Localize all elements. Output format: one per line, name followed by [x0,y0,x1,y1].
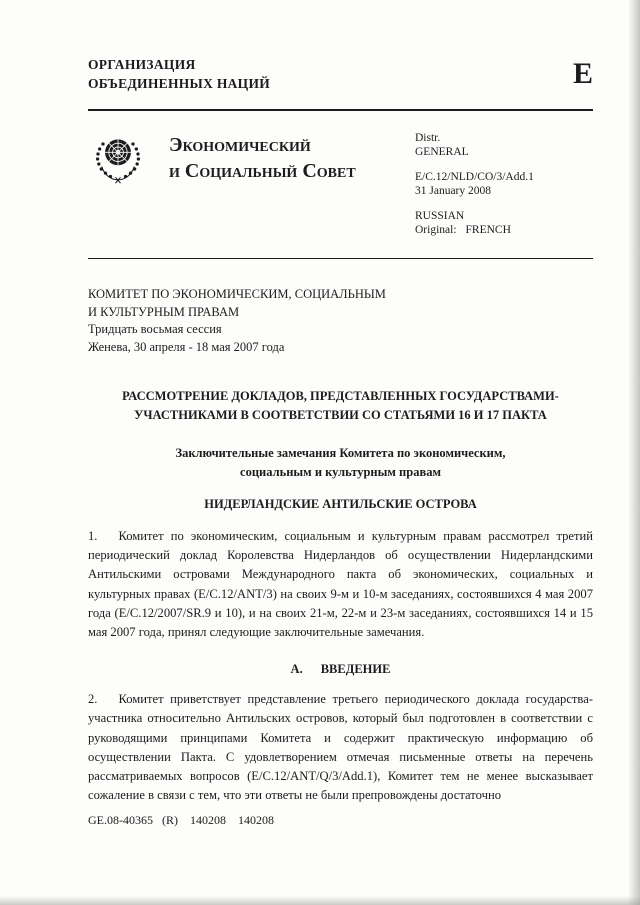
horizontal-rule-top [88,109,593,111]
session-venue-dates: Женева, 30 апреля - 18 мая 2007 года [88,339,285,354]
document-symbol: E/C.12/NLD/CO/3/Add.1 [415,170,534,183]
language-group [415,209,593,237]
document-reference-footer: GE.08-40365 (R) 140208 140208 [88,813,274,828]
org-name-line2: ОБЪЕДИНЕННЫХ НАЦИЙ [88,76,271,91]
document-language: RUSSIAN [415,209,465,222]
document-title [88,387,593,425]
paragraph-2-number: 2. [88,692,98,707]
committee-block [88,286,593,356]
distr-group [415,131,593,159]
paragraph-1-number: 1. [88,529,98,543]
original-label: Original: [415,223,457,236]
paragraph-1 [88,527,593,642]
committee-name-line2: И КУЛЬТУРНЫМ ПРАВАМ [88,304,240,319]
document-subtitle-line1: Заключительные замечания Комитета по экономическим, [175,446,506,460]
document-title-line1: РАССМОТРЕНИЕ ДОКЛАДОВ, ПРЕДСТАВЛЕННЫХ ГОСУДАРСТВАМИ- [122,389,559,403]
masthead [88,130,593,248]
council-name [169,130,356,248]
section-a-title: ВВЕДЕНИЕ [320,662,391,677]
distribution-block [415,130,593,248]
document-original-language [415,223,593,237]
document-series-letter: E [572,57,593,90]
original-value: FRENCH [465,223,511,236]
document-title-line2: УЧАСТНИКАМИ В СООТВЕТСТВИИ СО СТАТЬЯМИ 16 И 17 ПАКТА [134,408,547,422]
symbol-group [415,170,593,198]
un-emblem-icon [93,130,143,188]
paragraph-1-text: Комитет по экономическим, социальным и культурным правам рассмотрел третий периодический доклад Королевства Нидерландов об осуществлении Нидерландскими Антильскими островами Международного пакта об экономических, социальных и культурных правах (E/C.12/ANT/3) на своих 9-м и 10-м заседаниях, состоявшихся 4 мая 2007 года (E/C.12/2007/SR.9 и 10), и на своих 21-м, 22-м и 23-м заседаниях, состоявшихся 14 и 15 мая 2007 года, принял следующие заключительные замечания. [88,529,593,640]
country-heading: НИДЕРЛАНДСКИЕ АНТИЛЬСКИЕ ОСТРОВА [204,497,477,511]
paragraph-2-text: Комитет приветствует представление третьего периодического доклада государства-участника относительно Антильских островов, который был подготовлен в соответствии с руководящими принципами Комитета и содержит практическую информацию об осуществлении Пакта. С удовлетворением отмечая письменные ответы на перечень рассматриваемых вопросов (E/C.12/ANT/Q/3/Add.1), Комитет тем не менее высказывает сожаление в связи с тем, что эти ответы не были препровождены достаточно [88,692,593,803]
distr-value: GENERAL [415,145,469,158]
org-name-line1: ОРГАНИЗАЦИЯ [88,57,196,72]
session-number: Тридцать восьмая сессия [88,322,222,336]
council-name-line1: Экономический [169,133,311,156]
paragraph-2 [88,690,593,805]
distr-label: Distr. [415,131,441,144]
section-a-heading [88,661,593,678]
org-name [88,55,270,93]
header-top-row [88,55,593,93]
committee-name-line1: КОМИТЕТ ПО ЭКОНОМИЧЕСКИМ, СОЦИАЛЬНЫМ [88,287,386,301]
section-a-letter: A. [290,662,303,677]
horizontal-rule-bottom [88,258,593,260]
document-date: 31 January 2008 [415,184,492,197]
council-name-line2: и Социальный Совет [169,159,356,182]
document-subtitle [88,444,593,482]
document-subtitle-line2: социальным и культурным правам [240,465,441,479]
